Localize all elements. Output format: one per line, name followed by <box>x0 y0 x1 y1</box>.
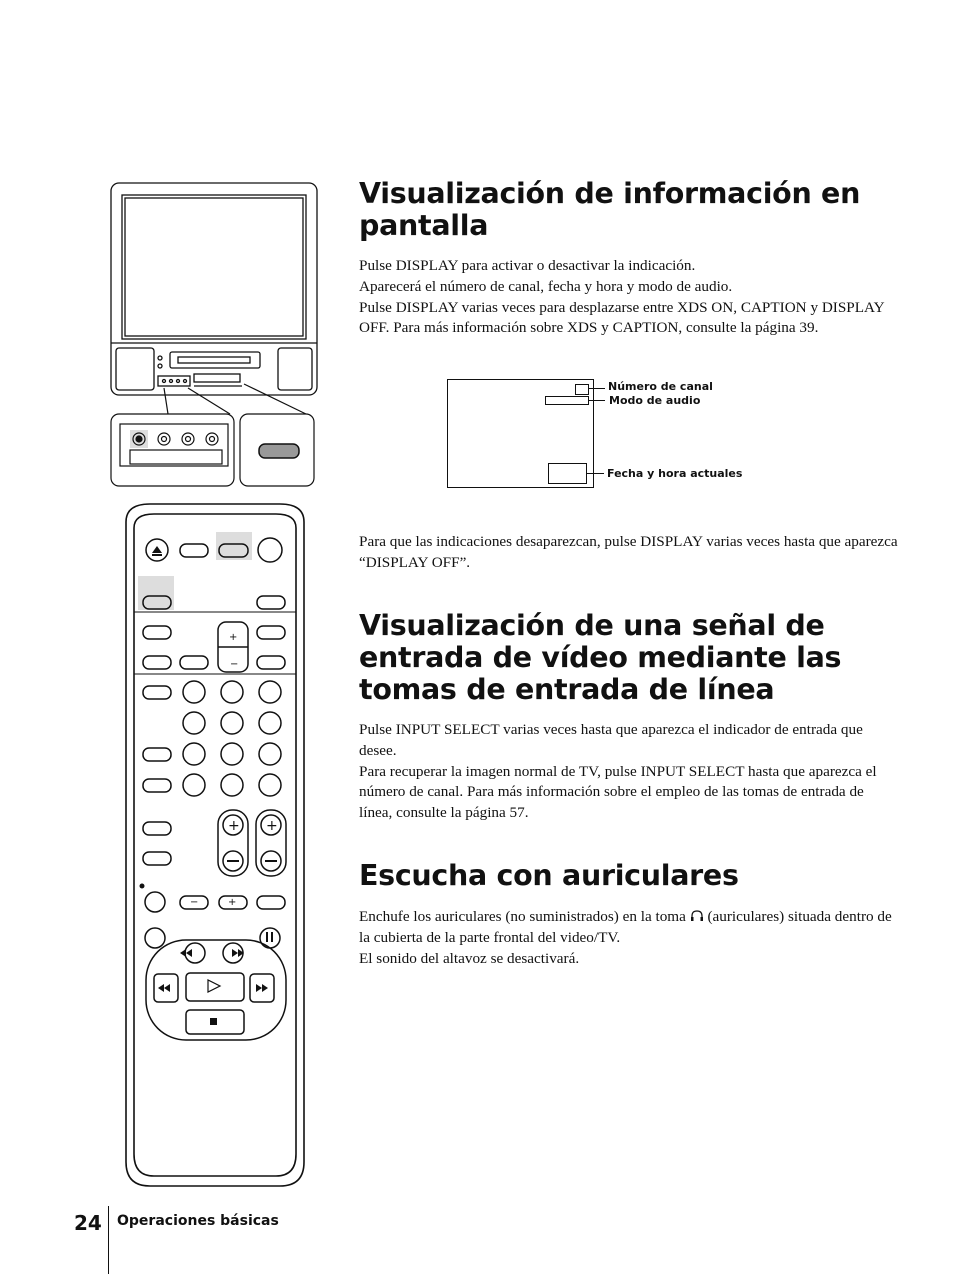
footer-section-name: Operaciones básicas <box>117 1213 279 1229</box>
tv-vcr-illustration <box>108 180 320 490</box>
svg-text:+: + <box>228 897 237 908</box>
leader-line <box>586 473 604 474</box>
svg-text:+: + <box>229 632 238 643</box>
label-date-time: Fecha y hora actuales <box>607 467 743 480</box>
svg-text:+: + <box>266 818 278 834</box>
leader-line <box>589 400 605 401</box>
headphones-icon <box>690 910 704 922</box>
section-line-input-text: Pulse INPUT SELECT varias veces hasta que aparezca el indicador de entrada que desee. Para recuperar la imagen normal de TV, pulse INPUT SELECT hasta que aparezca el número de canal. Para más información sobre el empleo de las tomas de entrada de línea, consulte la página 57. <box>359 721 877 822</box>
audio-box <box>545 396 589 405</box>
page-number: 24 <box>74 1211 102 1235</box>
section-headphones-text: Enchufe los auriculares (no suministrados) en la toma (auriculares) situada dentro de la cubierta de la parte frontal del video/TV. El sonido del altavoz se desactivará. <box>359 908 892 967</box>
svg-text:−: − <box>230 659 239 670</box>
section-title-line-input: Visualización de una señal de entrada de vídeo mediante las tomas de entrada de línea <box>359 609 842 706</box>
section-title-headphones: Escucha con auriculares <box>359 859 739 892</box>
leader-line <box>589 388 605 389</box>
remote-control-illustration <box>120 502 310 1192</box>
svg-text:+: + <box>228 818 240 834</box>
section-title-display: Visualización de información en pantalla <box>359 177 861 242</box>
label-channel-number: Número de canal <box>608 380 713 393</box>
footer-rule <box>108 1206 109 1274</box>
datetime-box <box>548 463 587 484</box>
channel-box <box>575 384 589 395</box>
label-audio-mode: Modo de audio <box>609 394 701 407</box>
display-off-text: Para que las indicaciones desaparezcan, pulse DISPLAY varias veces hasta que aparezca “DISPLAY OFF”. <box>359 533 898 571</box>
section-display-text: Pulse DISPLAY para activar o desactivar la indicación. Aparecerá el número de canal, fecha y hora y modo de audio. Pulse DISPLAY varias veces para desplazarse entre XDS ON, CAPTION y DISPLAY OFF. Para más información sobre XDS y CAPTION, consulte la página 39. <box>359 257 885 337</box>
svg-text:−: − <box>190 897 199 908</box>
